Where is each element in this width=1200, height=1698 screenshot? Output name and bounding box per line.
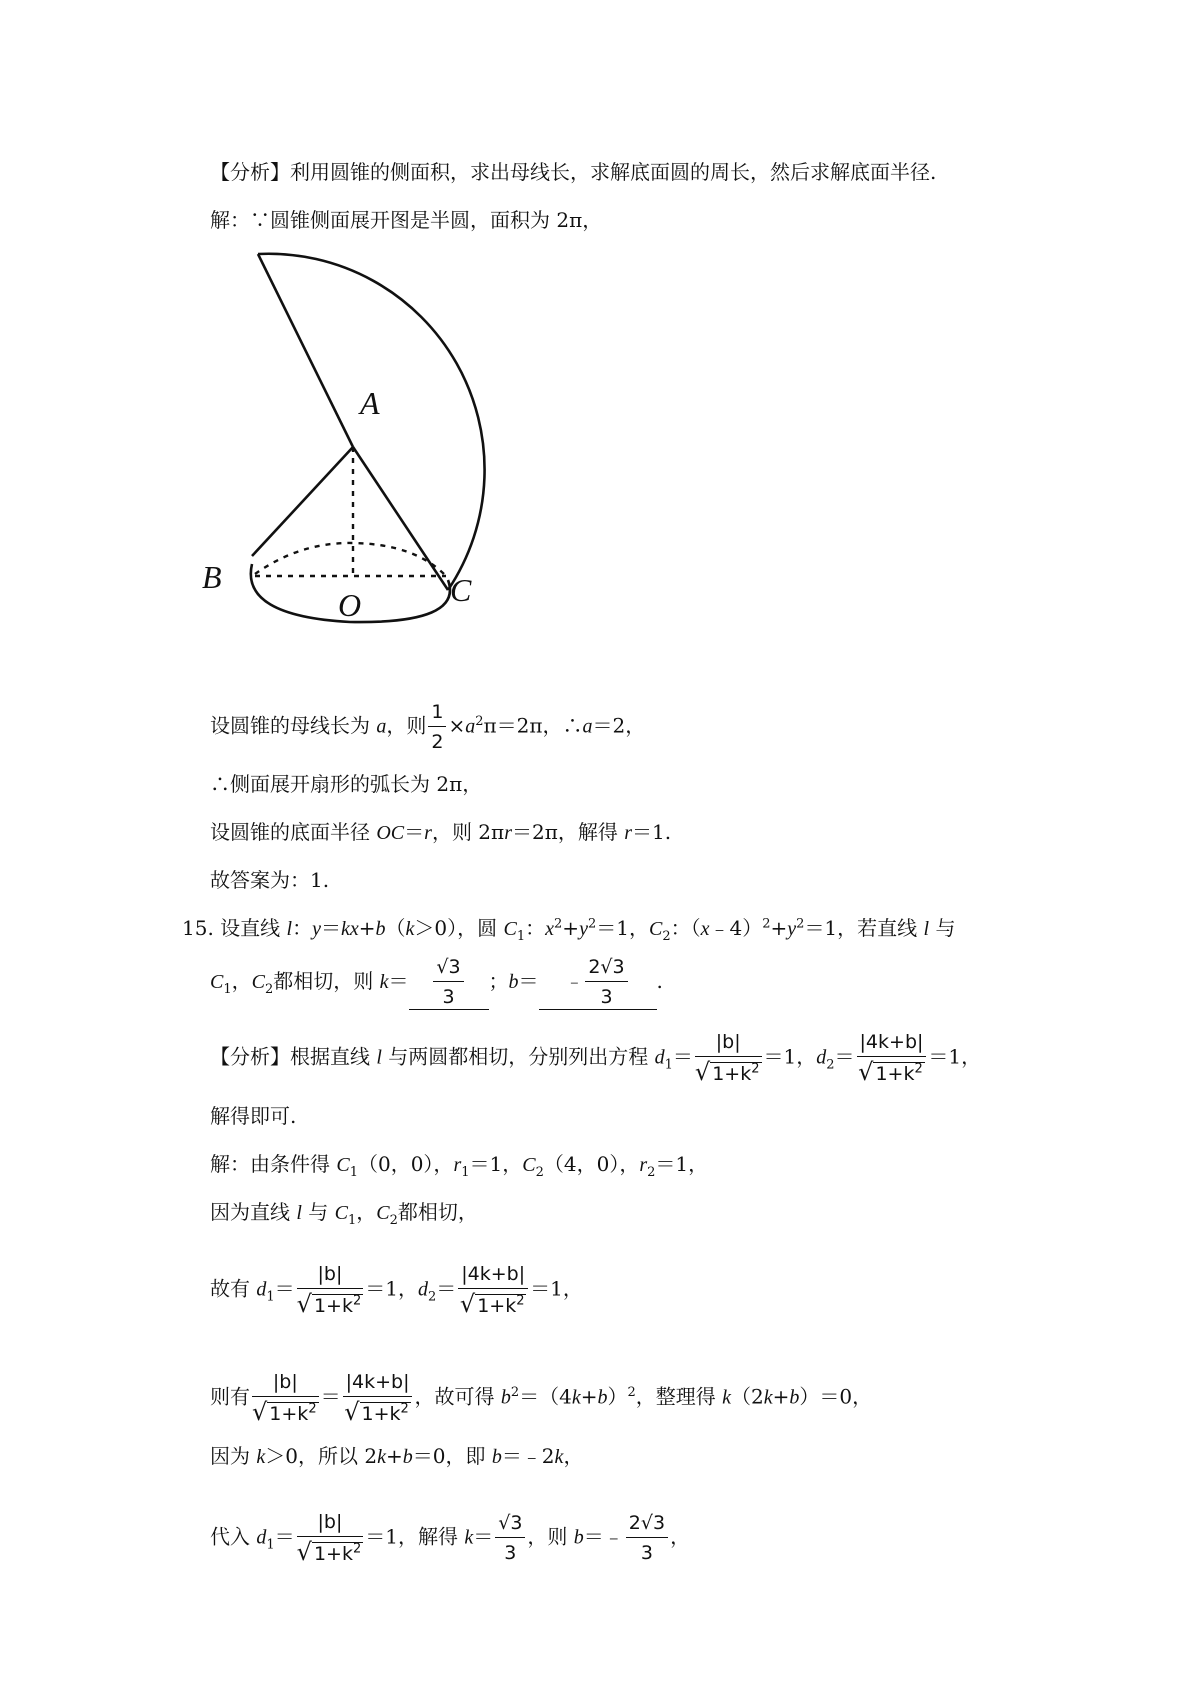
fraction-one-half: $\frac{1}{2}$ [428, 700, 446, 754]
slant-edge-line [258, 254, 353, 447]
solve-statement: 解得即可. [210, 1104, 297, 1128]
base-back-ellipse [255, 543, 446, 576]
circle-conditions: 解：由条件得 $C_1(0$，0），$r_1=1$，$C_2(4$，0），$r_2=1$， [210, 1152, 709, 1180]
distance-fraction-2: $\frac{|4k+b|}{√ 1+k^2}$ [857, 1030, 927, 1086]
answer-blank-b: ﹣ $\frac{2√3}{3}$ [539, 955, 657, 1010]
question-15-line-1: 15. 设直线 l：y＝kx+b（k＞0），圆 $C_1$：$x^2+y^2=1$，$C_2$：$(x﹣4)^2+y^2=1$，若直线 l 与 [182, 916, 956, 944]
radius-equation: 设圆锥的底面半径 OC＝r，则 2πr＝2π，解得 r＝1. [210, 820, 672, 844]
equal-distance-equation: 则有 $\frac{|b|}{√ 1+k^2}$ ＝ $\frac{|4k+b|}{√ 1+k^2}$ ，故可得 $b^2=(4k+b)^2$，整理得 k（2k+b）＝0， [210, 1371, 873, 1426]
final-solution: 代入 $d_1=$ $\frac{|b|}{√ 1+k^2}$ ＝1，解得 k＝ $\frac{√3}{3}$ ，则 b＝﹣ $\frac{2√3}{3}$ ， [210, 1511, 691, 1566]
label-a: A [360, 385, 380, 421]
distance-equations: 故有 $d_1=$ $\frac{|b|}{√ 1+k^2}$ ＝1，$d_2=$ $\frac{|4k+b|}{√ 1+k^2}$ ＝1， [210, 1263, 583, 1318]
analysis-paragraph-1: 【分析】利用圆锥的侧面积，求出母线长，求解底面圆的周长，然后求解底面半径. [210, 160, 937, 184]
label-c: C [450, 572, 472, 608]
cone-edge-ab [252, 447, 353, 556]
cone-unfolding-figure [200, 246, 580, 666]
solution-intro: 解：∵圆锥侧面展开图是半圆，面积为 2π， [210, 208, 603, 232]
question-15-line-2: $C_1$，$C_2$都相切，则 k＝ $\frac{√3}{3}$ ；b＝ ﹣ $\frac{2√3}{3}$ . [210, 956, 663, 1008]
answer-statement: 故答案为：1. [210, 868, 330, 892]
k-positive-statement: 因为 k＞0，所以 2k+b＝0，即 b＝﹣2k， [210, 1444, 584, 1468]
distance-fraction-1: $\frac{|b|}{√ 1+k^2}$ [694, 1031, 760, 1086]
tangent-statement: 因为直线 l 与 $C_1$，$C_2$都相切， [210, 1200, 478, 1228]
slant-height-equation: 设圆锥的母线长为 a，则 $\frac{1}{2}$ $\times a^2\pi=2\pi$，∴a＝2， [210, 701, 646, 753]
label-o: O [338, 587, 362, 623]
answer-blank-k: $\frac{√3}{3}$ [409, 955, 489, 1010]
analysis-paragraph-2: 【分析】根据直线 l 与两圆都相切，分别列出方程 $d_1=$ $\frac{|b|}{√ 1+k^2}$ ＝1，$d_2=$ $\frac{|4k+b|}{√ 1+k^2}$ ＝1， [210, 1031, 982, 1086]
semicircle-arc [258, 254, 485, 590]
label-b: B [202, 559, 222, 595]
cone-edge-ac [353, 447, 448, 590]
arc-length-statement: ∴侧面展开扇形的弧长为 2π， [210, 772, 483, 796]
